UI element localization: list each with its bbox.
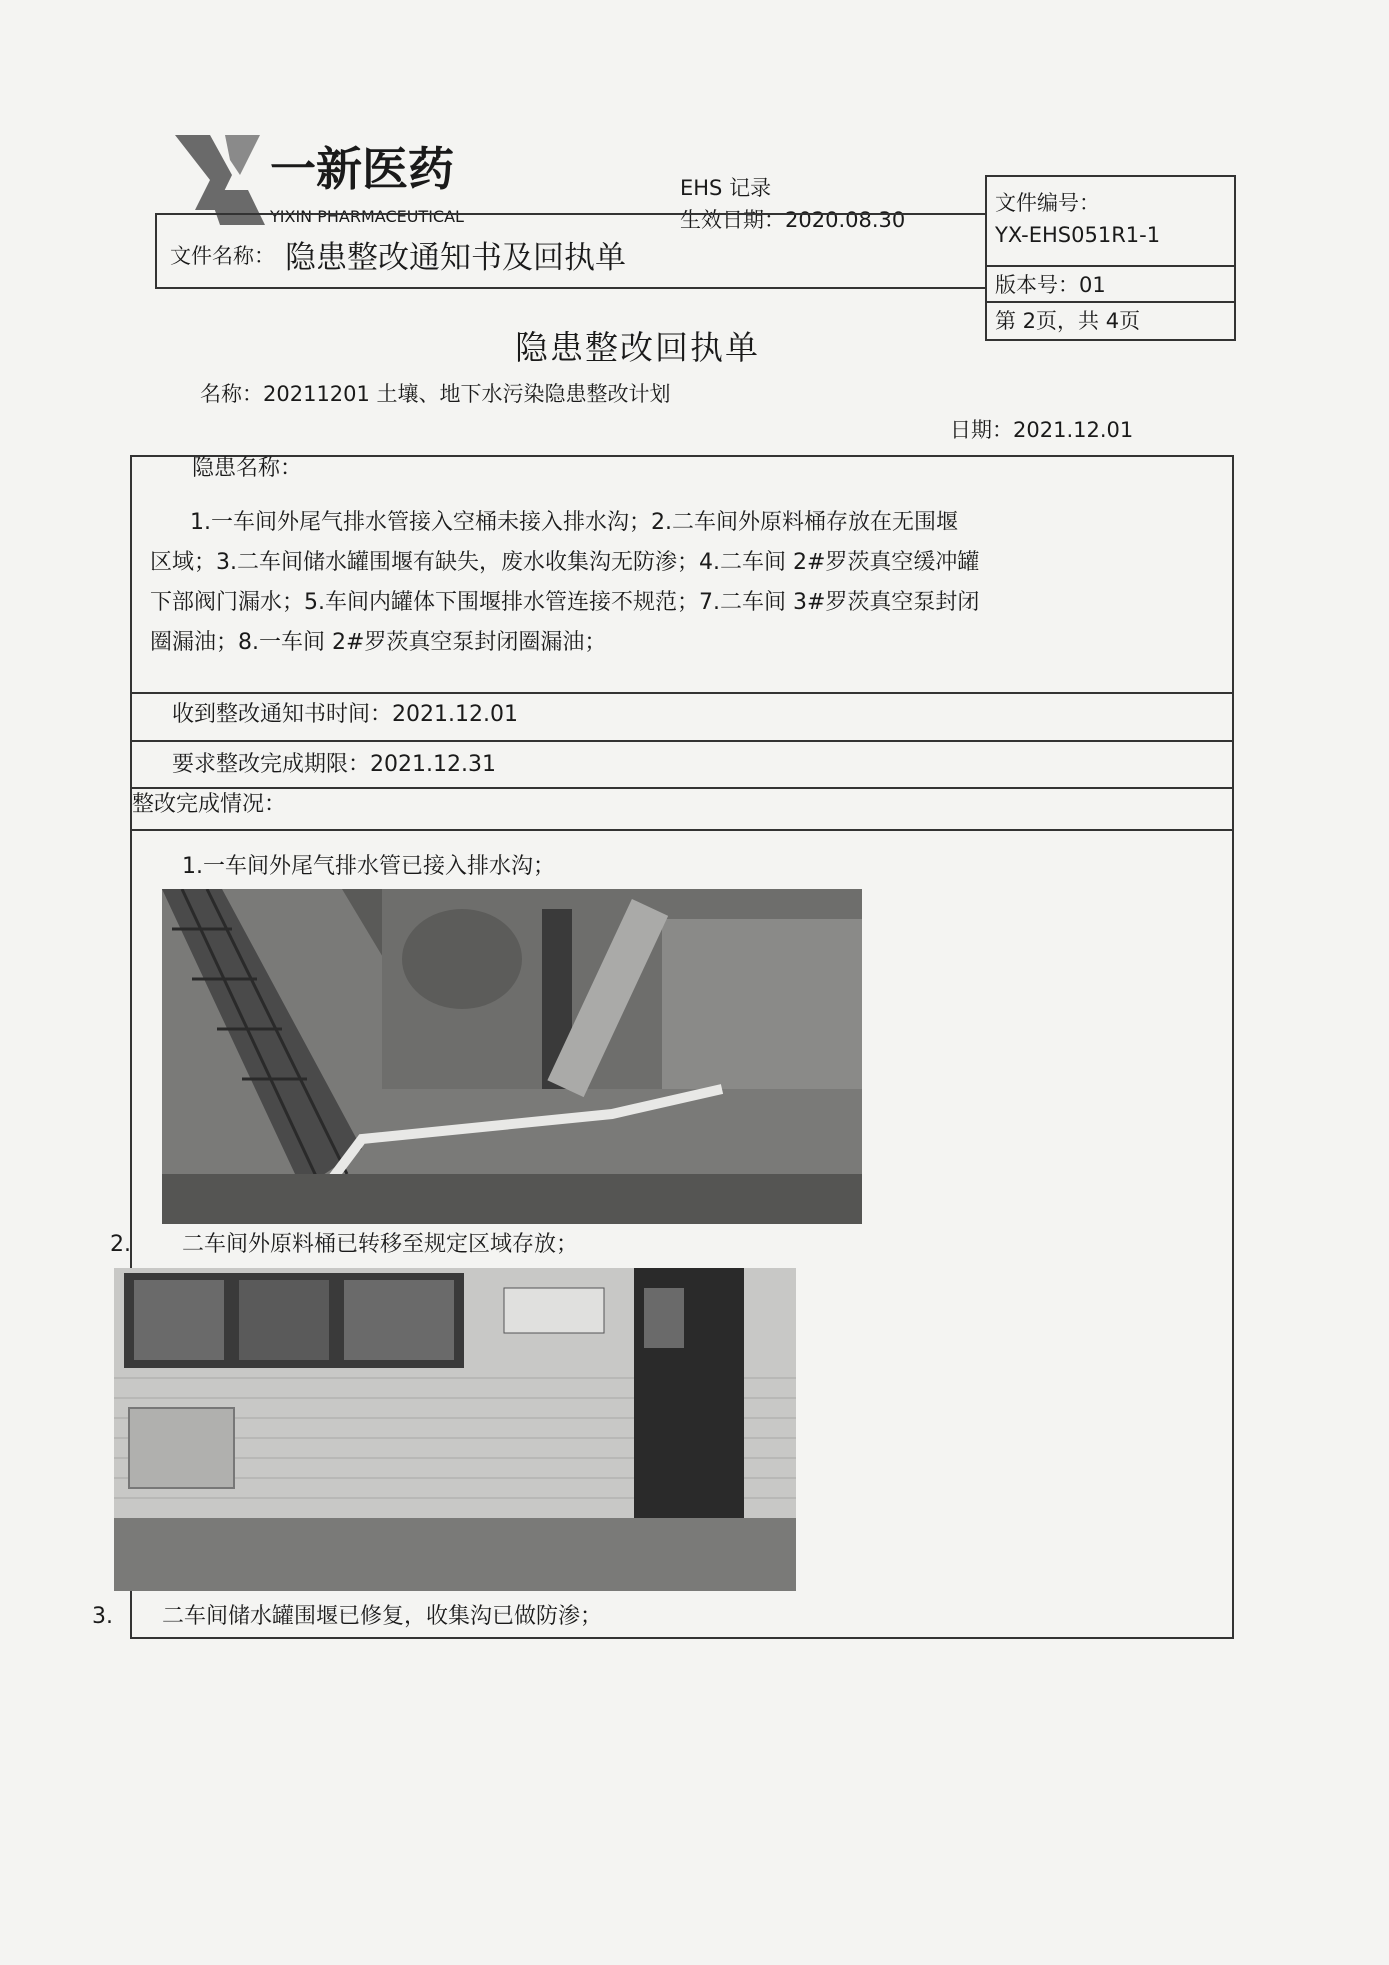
receipt-title: 隐患整改回执单 (515, 328, 760, 367)
receipt-table (92, 455, 1234, 1639)
doc-number-cell (987, 177, 1234, 267)
row-divider (132, 740, 1232, 742)
logo-cn-text: 一新医药 (270, 142, 454, 196)
completion-item-3-num: 3. (92, 1604, 113, 1629)
doc-name-label: 文件名称： (170, 244, 275, 268)
completion-item-3: 二车间储水罐围堰已修复，收集沟已做防渗； (162, 1604, 603, 1629)
row-divider (132, 787, 1232, 789)
hazard-line: 下部阀门漏水；5.车间内罐体下围堰排水管连接不规范；7.二车间 3#罗茨真空泵封闭 (150, 590, 980, 615)
completion-item-1: 1.一车间外尾气排水管已接入排水沟； (182, 854, 555, 879)
page-info: 第 2页，共 4页 (995, 309, 1141, 333)
completion-label: 整改完成情况： (132, 792, 287, 817)
hazard-line: 圈漏油；8.一车间 2#罗茨真空泵封闭圈漏油； (150, 630, 607, 655)
row-divider (132, 692, 1232, 694)
completion-item-2-num: 2. (110, 1232, 131, 1257)
doc-number-label: 文件编号： (995, 191, 1100, 215)
receipt-date: 日期：2021.12.01 (950, 418, 1134, 442)
completion-item-2: 二车间外原料桶已转移至规定区域存放； (182, 1232, 579, 1257)
hazard-line: 区域；3.二车间储水罐围堰有缺失，废水收集沟无防渗；4.二车间 2#罗茨真空缓冲罐 (150, 550, 980, 575)
version-cell: 版本号：01 (987, 267, 1234, 303)
photo-drain-pipe (162, 889, 862, 1224)
notice-received: 收到整改通知书时间：2021.12.01 (172, 702, 518, 727)
photo-material-area (114, 1268, 796, 1591)
hazard-label: 隐患名称： (192, 456, 303, 481)
doc-number-box (985, 175, 1236, 341)
row-divider (132, 829, 1232, 831)
hazard-list (150, 503, 1150, 663)
doc-name: 隐患整改通知书及回执单 (285, 240, 626, 276)
record-type: EHS 记录 (680, 176, 772, 200)
deadline: 要求整改完成期限：2021.12.31 (172, 752, 496, 777)
hazard-line: 1.一车间外尾气排水管接入空桶未接入排水沟；2.二车间外原料桶存放在无围堰 (190, 510, 958, 535)
effective-date: 生效日期：2020.08.30 (680, 208, 906, 232)
plan-name: 名称：20211201 土壤、地下水污染隐患整改计划 (200, 382, 671, 406)
doc-number: YX-EHS051R1-1 (995, 223, 1161, 247)
logo-en-text: YIXIN PHARMACEUTICAL (270, 207, 464, 226)
